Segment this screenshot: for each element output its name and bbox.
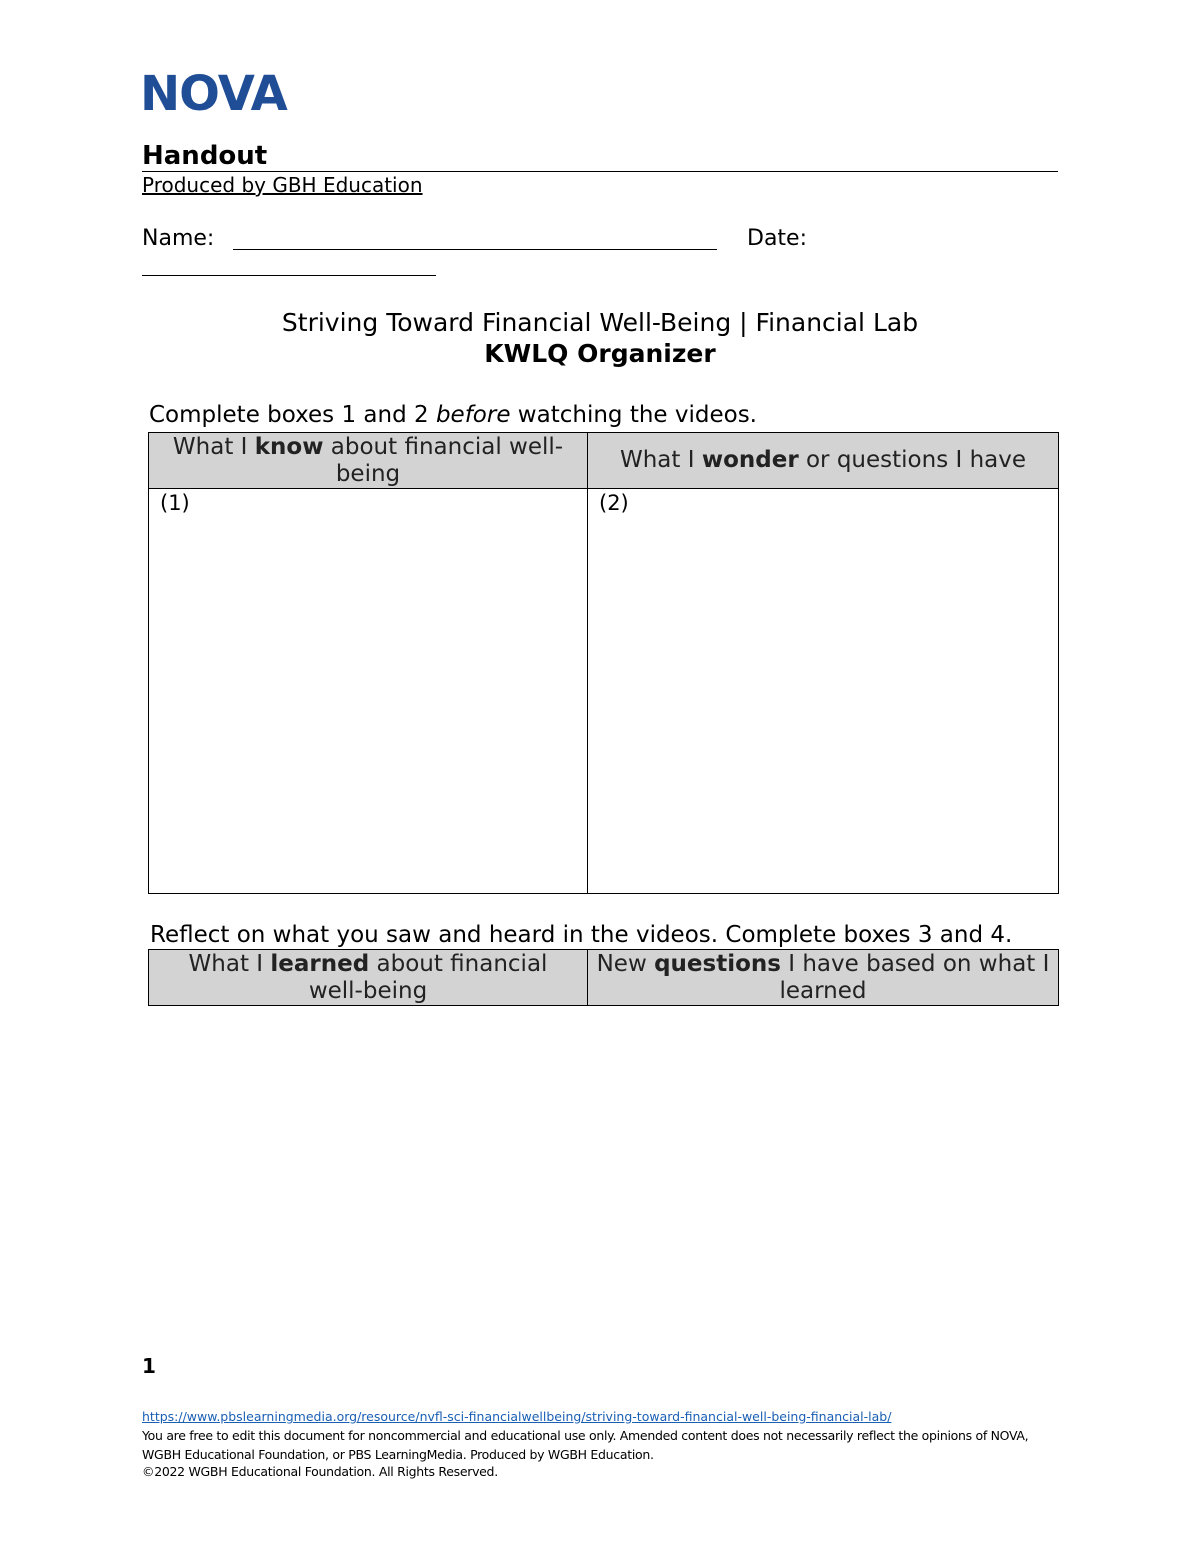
new-questions-header <box>588 950 1059 1006</box>
nova-logo-text: NOVA <box>140 68 287 116</box>
header-bold-text: wonder <box>701 447 799 473</box>
header-text: or questions I have <box>798 447 1027 473</box>
instruction-text: watching the videos. <box>510 402 757 428</box>
header-text: New <box>596 950 655 977</box>
instruction-emphasis: before <box>435 402 511 428</box>
header-text: about financial well-being <box>308 950 548 1004</box>
header-bold-text: questions <box>654 950 781 977</box>
header-text: What I <box>188 950 271 977</box>
header-text: I have based on what I learned <box>779 950 1050 1004</box>
section2-instruction: Reflect on what you saw and heard in the videos. Complete boxes 3 and 4. <box>150 922 1013 948</box>
box-1[interactable] <box>149 489 588 894</box>
box-label: (1) <box>160 491 190 515</box>
footer-disclaimer: You are free to edit this document for noncommercial and educational use only. Amended content does not necessarily reflect the opinions of NOVA, WGBH Educational Foundation, or PBS LearningMedia. Produced by WGBH Education. <box>142 1428 1029 1462</box>
know-header <box>149 433 588 489</box>
date-label: Date: <box>747 226 807 251</box>
name-field[interactable] <box>233 249 717 250</box>
handout-title: Handout <box>142 141 1058 172</box>
name-label: Name: <box>142 226 215 251</box>
header-text: What I <box>172 433 255 460</box>
page-number: 1 <box>142 1354 156 1378</box>
copyright-notice: ©2022 WGBH Educational Foundation. All Rights Reserved. <box>142 1464 498 1479</box>
date-field[interactable] <box>142 275 436 276</box>
lq-table <box>148 949 1059 1006</box>
document-subtitle: KWLQ Organizer <box>484 339 716 368</box>
wonder-header <box>588 433 1059 489</box>
produced-by-line: Produced by GBH Education <box>142 173 423 197</box>
box-label: (2) <box>599 491 629 515</box>
instruction-text: Complete boxes 1 and 2 <box>149 402 436 428</box>
document-title: Striving Toward Financial Well-Being | Financial Lab <box>281 308 919 337</box>
header-text: about financial well-being <box>323 433 564 487</box>
header-bold-text: know <box>254 433 324 460</box>
section1-instruction <box>149 401 757 429</box>
header-text: What I <box>619 447 702 473</box>
resource-link[interactable]: https://www.pbslearningmedia.org/resource/nvfl-sci-financialwellbeing/striving-toward-financial-well-being-financial-lab/ <box>142 1409 892 1424</box>
box-2[interactable] <box>588 489 1059 894</box>
learned-header <box>149 950 588 1006</box>
kw-table <box>148 432 1059 894</box>
header-bold-text: learned <box>270 950 370 977</box>
nova-logo <box>140 68 300 116</box>
